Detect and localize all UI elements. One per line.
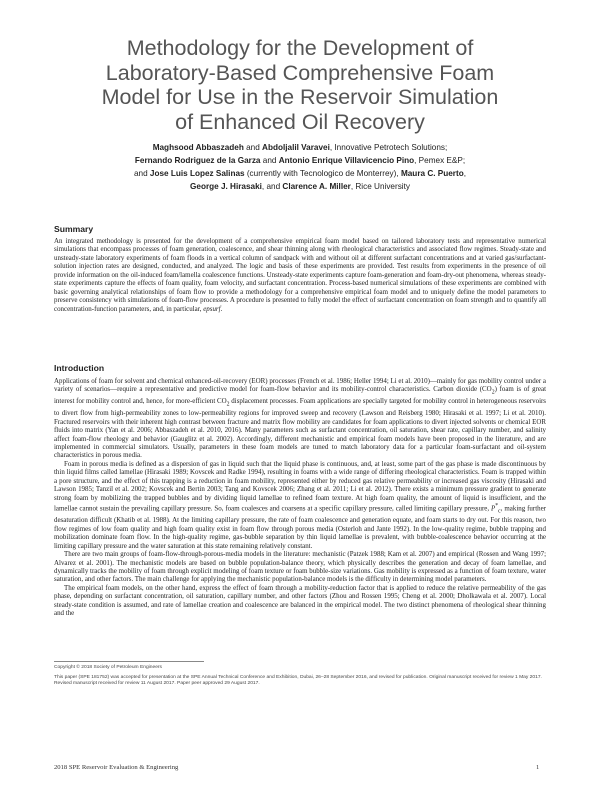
author-separator: and bbox=[260, 156, 279, 165]
title-line-4: of Enhanced Oil Recovery bbox=[175, 109, 425, 134]
intro-p1-part: Applications of foam for solvent and chemical enhanced-oil-recovery (EOR) processes (French et al. 1986; Heller 1994; Li et al. 2010)—mainly for gas mobility control under a variety of scenarios—require a representative and predictive model for foam-flow behavior and its mobility-control characteristics. Carbon dioxide (CO bbox=[54, 377, 546, 394]
author-name: Jose Luis Lopez Salinas bbox=[149, 169, 245, 178]
author-separator: and bbox=[243, 143, 263, 152]
intro-p2-symbol: P bbox=[491, 504, 496, 513]
author-block bbox=[48, 141, 552, 193]
title-line-1: Methodology for the Development of bbox=[126, 36, 474, 60]
author-name: Antonio Enrique Villavicencio Pino bbox=[278, 156, 415, 165]
intro-paragraph-3: There are two main groups of foam-flow-through-porous-media models in the literature: mechanistic (Patzek 1988; Kam et al. 2007) and empirical (Rossen and Wang 1997; Alvarez et al. 2001). The mechanistic models are based on bubble population-balance theory, which physically describes the generation and decay of foam lamellae, and dynamically tracks the mobility of foam through explicit modeling of foam texture or foam bubble-size variations. Gas mobility is expressed as a function of foam texture, water saturation, and other factors. The main challenge for applying the mechanistic population-balance models is the difficulty in determining model parameters. bbox=[54, 550, 546, 584]
paper-title bbox=[40, 36, 560, 134]
title-line-2: Laboratory-Based Comprehensive Foam bbox=[105, 60, 495, 85]
intro-p2-superscript: * bbox=[495, 503, 499, 510]
footnote-divider bbox=[54, 661, 204, 662]
author-separator: and bbox=[133, 169, 150, 178]
publication-note: This paper (SPE 181752) was accepted for presentation at the SPE Annual Technical Conference and Exhibition, Dubai, 26–28 September 2016, and revised for publication. Original manuscript received for review 1 May 2017. Revised manuscript received for review 11 August 2017. Paper peer approved 29 August 2017. bbox=[54, 675, 542, 687]
author-name: Maura C. Puerto bbox=[400, 169, 464, 178]
copyright-line: Copyright © 2018 Society of Petroleum Engineers bbox=[54, 665, 162, 670]
author-name: George J. Hirasaki bbox=[190, 182, 262, 191]
intro-paragraph-2 bbox=[54, 460, 546, 550]
author-name: Clarence A. Miller bbox=[282, 182, 351, 191]
intro-p2-part: , making further desaturation difficult (Khatib et al. 1988). At the limiting capillary pressure, the rate of foam coalescence and generation equate, and foam starts to dry out. For this reason, two flow regimes of low foam quality and high foam quality exist in foam flow through porous media (Osterloh and Jante 1992). In the low-quality regime, bubble trapping and mobilization dominate foam flow. In the high-quality regime, gas-bubble separation by thin liquid lamellae is prevalent, with bubble-coalescence behavior occurring at the limiting capillary pressure and the water saturation at this state remaining relatively constant. bbox=[54, 504, 546, 550]
journal-footer: 2018 SPE Reservoir Evaluation & Engineering bbox=[54, 764, 179, 771]
author-name: Maghsood Abbaszadeh bbox=[152, 143, 244, 152]
summary-body: An integrated methodology is presented for the development of a comprehensive empirical foam model based on tailored laboratory tests and representative numerical simulations that encompass processes of foam generation, coalescence, and shear thinning along with rheological characteristics and associated flow regimes. Steady-state and unsteady-state laboratory experiments of foam floods in a vertical column of sandpack with and without oil at different surfactant concentrations and at varied gas/surfactant-solution injection rates are designed, conducted, and analyzed. The logic and basis of these experiments are provided. Test results from experiments in the presence of oil provide information on the oil-induced foam/lamella coalescence functions. Unsteady-state experiments capture foam-generation and foam-dry-out phenomena, whereas steady-state experiments capture the effects of foam quality, foam velocity, and surfactant concentration. Process-based numerical simulations of these experiments are combined with basic governing analytical relationships of foam flow to provide a methodology for a comprehensive empirical foam model and to uniquely define the model parameters to preserve consistency with simulations of foam-flow processes. A procedure is presented to fully model the effect of surfactant concentration on foam strength and to quantify all concentration-function parameters, and, in particular, bbox=[54, 237, 546, 313]
summary-term: epsurf bbox=[203, 304, 221, 313]
summary-text bbox=[54, 237, 546, 313]
author-affiliation: , Rice University bbox=[350, 182, 410, 191]
author-name: Abdoljalil Varavei bbox=[262, 143, 330, 152]
author-affiliation: , Innovative Petrotech Solutions; bbox=[329, 143, 448, 152]
introduction-heading: Introduction bbox=[54, 363, 105, 373]
summary-end: . bbox=[220, 304, 223, 313]
title-line-3: Model for Use in the Reservoir Simulation bbox=[101, 85, 499, 109]
intro-p2-part: Foam in porous media is defined as a dispersion of gas in liquid such that the liquid phase is continuous, and, at least, some part of the gas phase is made discontinuous by thin liquid films called lamellae (Hirasaki 1989; Kovscek and Radke 1994), resulting in foams with a wide range of differing rheological characteristics. Foam is trapped within a pore structure, and the effect of this trapping is a reduction in foam mobility, represented either by reduced gas relative permeability or increased gas viscosity (Hirasaki and Lawson 1985; Tanzil et al. 2002; Kovscek and Bertin 2003; Tang and Kovscek 2006; Zhang et al. 2011; Li et al. 2012). There exists a minimum pressure gradient to generate strong foam by mobilizing the trapped bubbles and by dividing liquid lamellae to refined foam texture. At high foam quality, the amount of liquid is insufficient, and the lamellae cannot sustain the prevailing capillary pressure. So, foam coalesces and coarsens at a specific capillary pressure, called limiting capillary pressure, bbox=[54, 459, 546, 513]
intro-paragraph-4: The empirical foam models, on the other hand, express the effect of foam through a mobility-reduction factor that is applied to reduce the relative permeability of the gas phase, depending on surfactant concentration, oil saturation, capillary number, and other factors (Zhou and Rossen 1995; Cheng et al. 2000; Dholkawala et al. 2007). Local steady-state condition is assumed, and rate of lamellae creation and coalescence are balanced in the empirical model. The two distinct phenomena of rheological shear thinning and the bbox=[54, 583, 546, 618]
intro-p1-subscript: 2 bbox=[491, 389, 495, 396]
author-separator: , and bbox=[261, 182, 283, 191]
intro-p1-part: ) foam is of great interest for mobility control and, hence, for more-efficient CO bbox=[54, 385, 546, 406]
author-affiliation: (currently with Tecnologico de Monterrey), bbox=[244, 169, 401, 178]
introduction-text bbox=[54, 377, 546, 618]
summary-heading: Summary bbox=[54, 224, 94, 234]
author-affiliation: , Pemex E&P; bbox=[414, 156, 466, 165]
author-name: Fernando Rodriguez de la Garza bbox=[134, 156, 261, 165]
intro-p1-subscript: 2 bbox=[226, 401, 230, 408]
page-number: 1 bbox=[536, 764, 540, 771]
intro-p2-subscript: c bbox=[498, 508, 501, 515]
intro-paragraph-1 bbox=[54, 377, 546, 460]
intro-p1-part: displacement processes. Foam applications are specially targeted for mobility control in heterogeneous reservoirs to divert flow from high-permeability zones to low-permeability regions for improved sweep and recovery (Lawson and Reisberg 1980; Hirasaki et al. 1997; Li et al. 2010). Fractured reservoirs with their inherent high contrast between fracture and matrix flow mobility are candidates for foam applications to divert injected solvents or chemical EOR fluids into matrix (Yan et al. 2006; Abbaszadeh et al. 2010, 2016). Many parameters such as surfactant concentration, oil saturation, shear rate, capillary number, and salinity affect foam-flow rheology and behavior (Gauglitz et al. 2002). Accordingly, different mechanistic and empirical foam models have been proposed in the literature, and are implemented in commercial simulators. Usually, parameters in these foam models are tuned to match laboratory data for a particular foam-surfactant and oil-system characteristics in porous media. bbox=[54, 397, 547, 460]
author-separator: , bbox=[463, 169, 467, 178]
